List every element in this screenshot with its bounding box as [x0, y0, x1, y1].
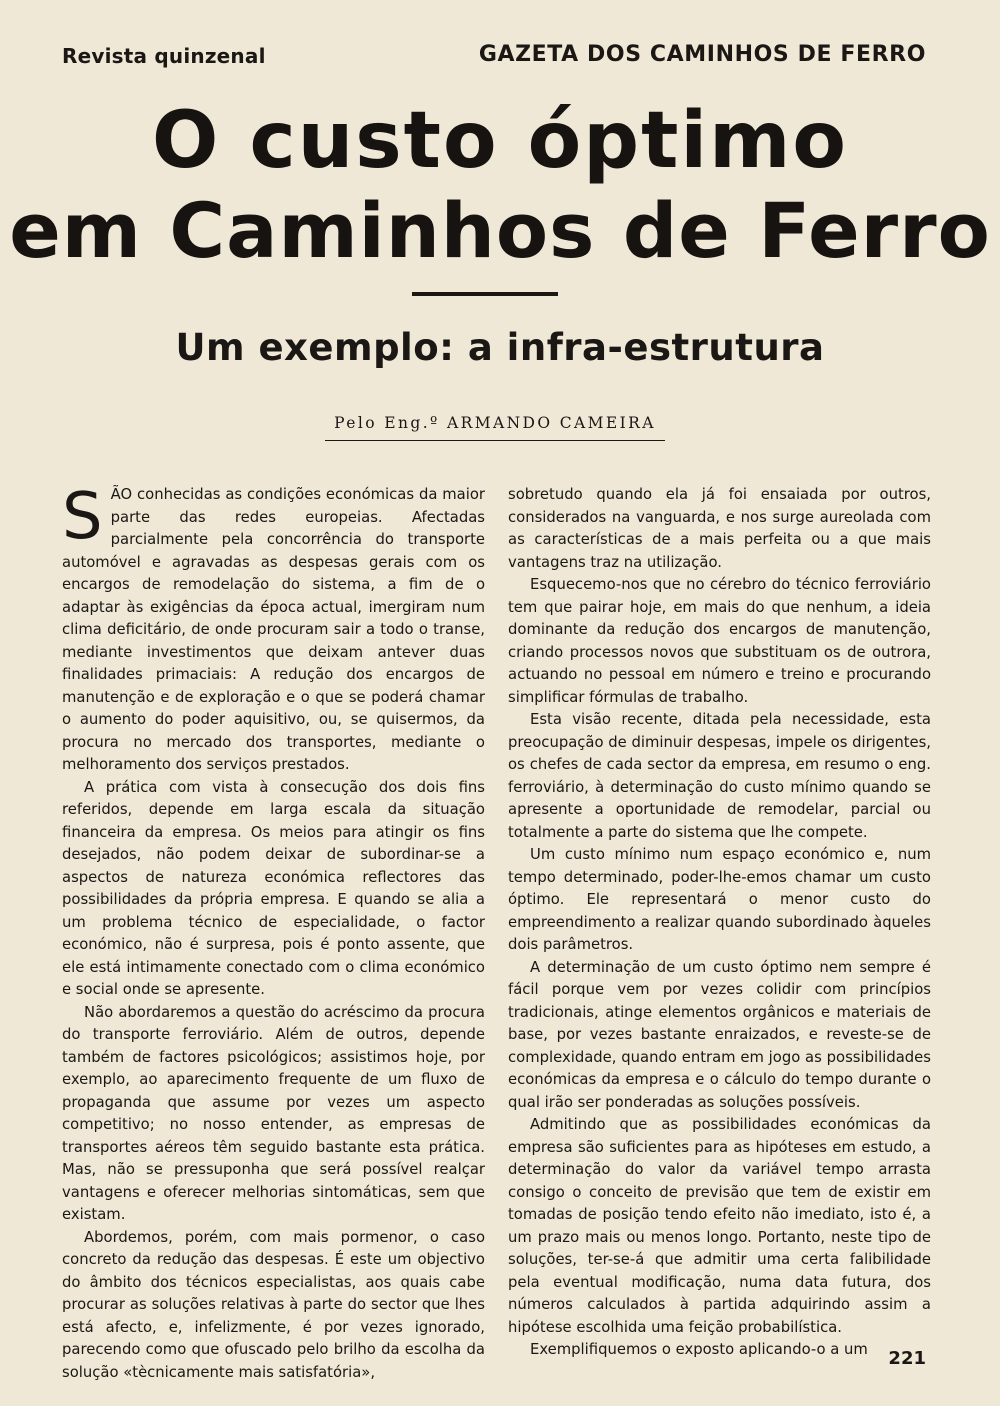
paragraph: A prática com vista à consecução dos dois fins referidos, depende em larga escala da situação financeira da empresa. Os meios para atingir os fins desejados, não podem deixar de subordinar-se a aspectos de natureza económica reflectores das possibilidades da própria empresa. E quando se alia a um problema técnico de especialidade, o factor económico, não é surpresa, pois é ponto assente, que ele está intimamente conectado com o clima económico e social onde se apresente. [62, 778, 485, 998]
paragraph: Abordemos, porém, com mais pormenor, o caso concreto da redução das despesas. É este um objectivo do âmbito dos técnicos especialistas, aos quais cabe procurar as soluções relativas à parte do sector que lhes está afecto, e, infelizmente, é por vezes ignorado, parecendo como que ofuscado pelo brilho da escolha da solução «tècnicamente mais satisfatória», [62, 1228, 485, 1381]
drop-cap: S [62, 480, 103, 554]
header-right: GAZETA DOS CAMINHOS DE FERRO [478, 42, 926, 67]
paragraph: A determinação de um custo óptimo nem sempre é fácil porque vem por vezes colidir com princípios tradicionais, atinge elementos orgânicos e materiais de base, por vezes bastante enraizados, e reveste-se de complexidade, quando entram em jogo as possibilidades económicas da empresa e o cálculo do tempo durante o qual irão ser ponderadas as soluções possíveis. [508, 958, 931, 1111]
page-number: 221 [888, 1348, 926, 1369]
paragraph [62, 480, 485, 777]
header-left: Revista quinzenal [62, 44, 266, 68]
title-rule [412, 292, 558, 296]
column-right [508, 484, 931, 1362]
paragraph: Esta visão recente, ditada pela necessidade, esta preocupação de diminuir despesas, impele os dirigentes, os chefes de cada sector da empresa, em resumo o eng. ferroviário, à determinação do custo mínimo quando se apresente a oportunidade de remodelar, parcial ou totalmente a parte do sistema que lhe compete. [508, 711, 932, 841]
paragraph: Exemplifiquemos o exposto aplicando-o a um [530, 1341, 868, 1358]
paragraph-text: ÃO conhecidas as condições económicas da maior parte das redes europeias. Afectadas parcialmente pela concorrência do transporte automóvel e agravadas as despesas gerais com os encargos de remodelação do sistema, a fim de o adaptar às exigências da época actual, imergiram num clima deficitário, de onde procuram sair a todo o transe, mediante investimentos que deixam antever duas finalidades primaciais: A redução dos encargos de manutenção e de exploração e o que se poderá chamar o aumento do poder aquisitivo, ou, se quisermos, da procura no mercado dos transportes, mediante o melhoramento dos serviços prestados. [62, 486, 485, 773]
paragraph: Não abordaremos a questão do acréscimo da procura do transporte ferroviário. Além de outros, depende também de factores psicológicos; assistimos hoje, por exemplo, ao aparecimento frequente de um fluxo de propaganda que assume por vezes um aspecto competitivo; no nosso entender, as empresas de transportes aéreos têm seguido bastante esta prática. Mas, não se pressuponha que será possível realçar vantagens e oferecer melhorias sintomáticas, sem que existam. [62, 1003, 485, 1223]
title-line-1: O custo óptimo [152, 96, 848, 186]
paragraph: Admitindo que as possibilidades económicas da empresa são suficientes para as hipóteses em estudo, a determinação do valor da variável tempo arrasta consigo o conceito de previsão que tem de existir em tomadas de posição tendo efeito não imediato, isto é, a um prazo mais ou menos longo. Portanto, neste tipo de soluções, ter-se-á que admitir uma certa falibilidade pela eventual modificação, numa data futura, dos números calculados à partida adquirindo assim a hipótese escolhida uma feição probabilística. [508, 1116, 931, 1336]
paragraph: Um custo mínimo num espaço económico e, num tempo determinado, poder-lhe-emos chamar um custo óptimo. Ele representará o menor custo do empreendimento a realizar quando subordinado àqueles dois parâmetros. [508, 846, 931, 953]
title-line-2: em Caminhos de Ferro [9, 186, 991, 275]
subtitle: Um exemplo: a infra-estrutura [175, 326, 825, 369]
byline [325, 414, 665, 442]
running-header [62, 40, 926, 74]
paragraph: Esquecemo-nos que no cérebro do técnico ferroviário tem que pairar hoje, em mais do que nenhum, a ideia dominante da redução dos encargos de manutenção, criando processos novos que substituam os de outrora, actuando no pessoal em número e treino e procurando simplificar fórmulas de trabalho. [508, 576, 931, 706]
byline-text: Pelo Eng.º ARMANDO CAMEIRA [334, 414, 656, 432]
byline-rule [325, 440, 665, 441]
column-left [62, 480, 485, 1384]
paragraph: sobretudo quando ela já foi ensaiada por outros, considerados na vanguarda, e nos surge aureolada com as características de a mais perfeita ou a que mais vantagens traz na utilização. [508, 486, 931, 571]
